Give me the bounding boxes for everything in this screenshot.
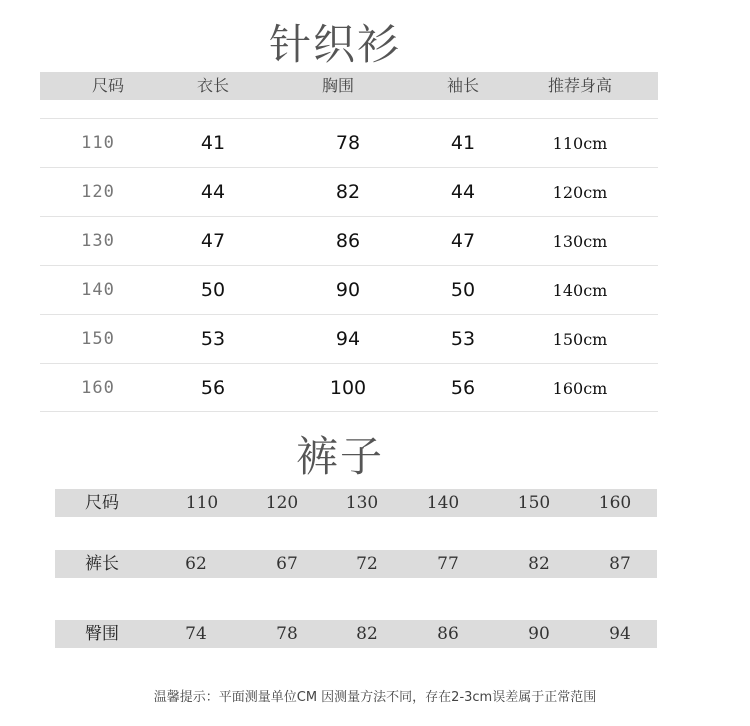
pants-cell: 94 xyxy=(609,624,631,644)
sweater-table-row xyxy=(40,216,658,266)
pants-cell: 87 xyxy=(609,554,631,574)
pants-cell: 130 xyxy=(345,493,379,513)
size-cell: 160 xyxy=(81,378,115,398)
pants-cell: 62 xyxy=(185,554,207,574)
header-size: 尺码 xyxy=(91,76,124,95)
chest-cell: 94 xyxy=(335,328,361,350)
sleeve-cell: 44 xyxy=(450,181,476,203)
length-cell: 47 xyxy=(200,230,226,252)
pants-cell: 160 xyxy=(598,493,632,513)
size-cell: 140 xyxy=(81,280,115,300)
chest-cell: 82 xyxy=(335,181,361,203)
pants-row-label: 裤长 xyxy=(85,554,119,574)
sleeve-cell: 53 xyxy=(450,328,476,350)
height-cell: 160cm xyxy=(552,379,608,398)
chest-cell: 86 xyxy=(335,230,361,252)
pants-cell: 82 xyxy=(528,554,550,574)
size-cell: 130 xyxy=(81,231,115,251)
pants-cell: 90 xyxy=(528,624,550,644)
length-cell: 56 xyxy=(200,377,226,399)
height-cell: 120cm xyxy=(552,183,608,202)
pants-cell: 110 xyxy=(185,493,219,513)
length-cell: 44 xyxy=(200,181,226,203)
pants-row-label: 尺码 xyxy=(85,493,119,513)
pants-cell: 72 xyxy=(356,554,378,574)
length-cell: 53 xyxy=(200,328,226,350)
sweater-table-row xyxy=(40,363,658,413)
pants-cell: 120 xyxy=(265,493,299,513)
height-cell: 140cm xyxy=(552,281,608,300)
pants-row-hip xyxy=(55,620,657,648)
pants-cell: 150 xyxy=(517,493,551,513)
measurement-note: 温馨提示：平面测量单位CM 因测量方法不同，存在2-3cm误差属于正常范围 xyxy=(153,690,597,705)
sleeve-cell: 47 xyxy=(450,230,476,252)
header-length: 衣长 xyxy=(196,76,229,95)
size-cell: 150 xyxy=(81,329,115,349)
header-sleeve: 袖长 xyxy=(446,76,479,95)
sleeve-cell: 50 xyxy=(450,279,476,301)
sleeve-cell: 56 xyxy=(450,377,476,399)
sweater-table-row xyxy=(40,265,658,315)
height-cell: 150cm xyxy=(552,330,608,349)
pants-row-label: 臀围 xyxy=(85,624,119,644)
sweater-table-row xyxy=(40,167,658,217)
chest-cell: 100 xyxy=(329,377,367,399)
pants-title: 裤子 xyxy=(295,432,384,481)
pants-cell: 86 xyxy=(437,624,459,644)
chest-cell: 78 xyxy=(335,132,361,154)
height-cell: 130cm xyxy=(552,232,608,251)
sweater-table-row xyxy=(40,314,658,364)
sweater-table-row xyxy=(40,118,658,168)
height-cell: 110cm xyxy=(552,134,608,153)
size-cell: 120 xyxy=(81,182,115,202)
pants-cell: 77 xyxy=(437,554,459,574)
chest-cell: 90 xyxy=(335,279,361,301)
sleeve-cell: 41 xyxy=(450,132,476,154)
pants-row-size xyxy=(55,489,657,517)
pants-cell: 78 xyxy=(276,624,298,644)
sweater-table-bottom-line xyxy=(40,411,658,412)
pants-cell: 67 xyxy=(276,554,298,574)
pants-cell: 82 xyxy=(356,624,378,644)
header-chest: 胸围 xyxy=(321,76,354,95)
length-cell: 50 xyxy=(200,279,226,301)
size-cell: 110 xyxy=(81,133,115,153)
pants-row-length xyxy=(55,550,657,578)
pants-cell: 74 xyxy=(185,624,207,644)
sweater-table-header xyxy=(40,72,658,100)
length-cell: 41 xyxy=(200,132,226,154)
header-height: 推荐身高 xyxy=(547,76,612,95)
pants-cell: 140 xyxy=(426,493,460,513)
sweater-title: 针织衫 xyxy=(268,20,401,69)
